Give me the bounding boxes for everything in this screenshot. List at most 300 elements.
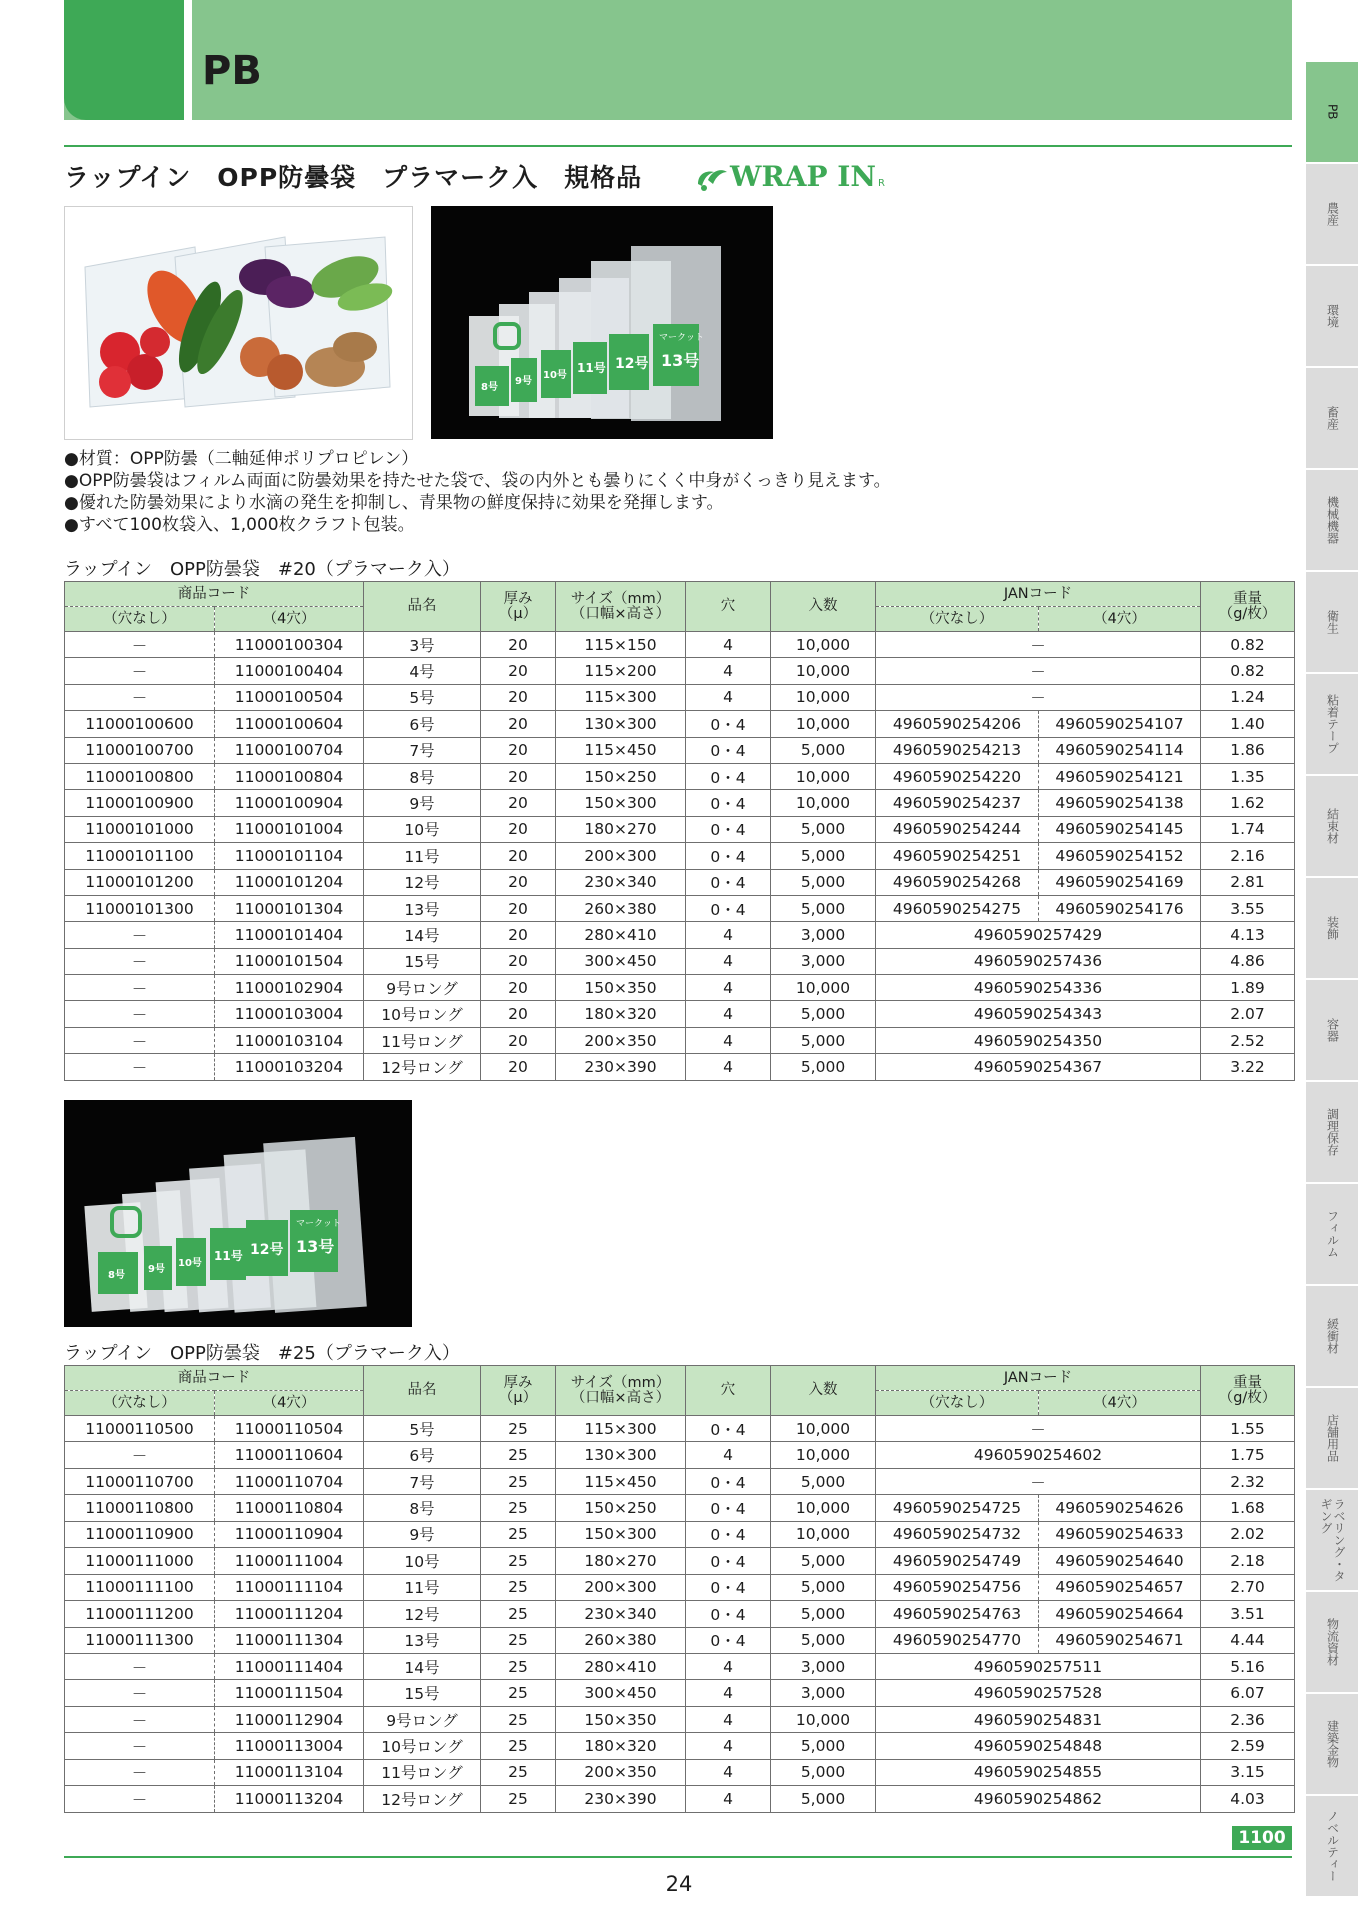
header-weight: 重量 （g/枚） — [1201, 1366, 1295, 1416]
header-name: 品名 — [364, 1366, 481, 1416]
table-row — [65, 1706, 1295, 1732]
cell-name: 4号 — [364, 658, 481, 684]
cell-name: 6号 — [364, 1442, 481, 1468]
cell-code-none: － — [65, 1442, 215, 1468]
header-size: サイズ（mm） （口幅×高さ） — [556, 582, 686, 632]
cell-weight: 2.70 — [1201, 1574, 1295, 1600]
cell-jan-four: 4960590254169 — [1039, 869, 1201, 895]
cell-size: 230×390 — [556, 1786, 686, 1812]
side-tab[interactable] — [1306, 1082, 1358, 1184]
bag-brand-label-2: マークット — [296, 1219, 342, 1229]
cell-qty: 5,000 — [771, 843, 876, 869]
cell-thickness: 25 — [481, 1442, 556, 1468]
side-tab[interactable] — [1306, 572, 1358, 674]
cell-size: 130×300 — [556, 711, 686, 737]
cell-size: 200×350 — [556, 1027, 686, 1053]
cell-code-none: 11000100700 — [65, 737, 215, 763]
table-row — [65, 632, 1295, 658]
cell-code-none: － — [65, 1027, 215, 1053]
cell-hole: 0・4 — [686, 763, 771, 789]
cell-code-four: 11000110804 — [215, 1495, 364, 1521]
cell-size: 180×320 — [556, 1733, 686, 1759]
cell-name: 7号 — [364, 737, 481, 763]
table-row — [65, 1627, 1295, 1653]
cell-size: 150×250 — [556, 763, 686, 789]
cell-name: 12号 — [364, 1601, 481, 1627]
table-row — [65, 895, 1295, 921]
cell-code-four: 11000103104 — [215, 1027, 364, 1053]
table-row — [65, 790, 1295, 816]
cell-qty: 10,000 — [771, 1706, 876, 1732]
cell-hole: 4 — [686, 684, 771, 710]
cell-weight: 2.16 — [1201, 843, 1295, 869]
cell-qty: 3,000 — [771, 948, 876, 974]
cell-jan-none: 4960590254763 — [876, 1601, 1039, 1627]
cell-weight: 2.59 — [1201, 1733, 1295, 1759]
cell-jan-four: 4960590254657 — [1039, 1574, 1201, 1600]
cell-code-none: 11000111000 — [65, 1548, 215, 1574]
cell-code-four: 11000101304 — [215, 895, 364, 921]
cell-size: 115×450 — [556, 1468, 686, 1494]
side-tab[interactable] — [1306, 1694, 1358, 1796]
cell-jan: － — [876, 1468, 1201, 1494]
cell-code-four: 11000111104 — [215, 1574, 364, 1600]
bag2-label-9: 9号 — [148, 1264, 165, 1275]
product-title: ラップイン OPP防曇袋 プラマーク入 規格品 — [64, 163, 643, 192]
cell-code-four: 11000100404 — [215, 658, 364, 684]
leaf-icon — [694, 160, 730, 192]
side-tab[interactable] — [1306, 980, 1358, 1082]
spec-table-20 — [64, 581, 1295, 1081]
cell-code-none: 11000100900 — [65, 790, 215, 816]
cell-name: 9号 — [364, 1521, 481, 1547]
cell-jan-four: 4960590254145 — [1039, 816, 1201, 842]
cell-hole: 4 — [686, 1680, 771, 1706]
feature-list — [64, 448, 891, 536]
table-row — [65, 975, 1295, 1001]
cell-code-four: 11000113204 — [215, 1786, 364, 1812]
cell-name: 5号 — [364, 1416, 481, 1442]
cell-qty: 5,000 — [771, 1054, 876, 1080]
cell-weight: 4.86 — [1201, 948, 1295, 974]
cell-size: 200×350 — [556, 1759, 686, 1785]
side-tab[interactable] — [1306, 776, 1358, 878]
side-tab[interactable] — [1306, 1184, 1358, 1286]
cell-hole: 4 — [686, 632, 771, 658]
cell-code-four: 11000111504 — [215, 1680, 364, 1706]
footer-rule — [64, 1856, 1292, 1858]
cell-jan-none: 4960590254251 — [876, 843, 1039, 869]
cell-thickness: 20 — [481, 632, 556, 658]
cell-jan-four: 4960590254176 — [1039, 895, 1201, 921]
cell-thickness: 20 — [481, 684, 556, 710]
feature-packing: ●すべて100枚袋入、1,000枚クラフト包装。 — [64, 515, 415, 535]
cell-name: 12号ロング — [364, 1786, 481, 1812]
side-tab-label: 衛生 — [1325, 610, 1340, 634]
cell-jan: 4960590254343 — [876, 1001, 1201, 1027]
cell-code-four: 11000103204 — [215, 1054, 364, 1080]
cell-weight: 4.13 — [1201, 922, 1295, 948]
cell-qty: 10,000 — [771, 1521, 876, 1547]
cell-jan-four: 4960590254107 — [1039, 711, 1201, 737]
cell-thickness: 25 — [481, 1786, 556, 1812]
cell-qty: 10,000 — [771, 684, 876, 710]
cell-jan-none: 4960590254275 — [876, 895, 1039, 921]
cell-weight: 6.07 — [1201, 1680, 1295, 1706]
cell-jan-none: 4960590254770 — [876, 1627, 1039, 1653]
bag2-label-11: 11号 — [214, 1249, 243, 1263]
table-row — [65, 711, 1295, 737]
cell-hole: 0・4 — [686, 869, 771, 895]
table-row — [65, 1601, 1295, 1627]
cell-code-four: 11000112904 — [215, 1706, 364, 1732]
table-row — [65, 1001, 1295, 1027]
cell-weight: 2.07 — [1201, 1001, 1295, 1027]
cell-size: 200×300 — [556, 843, 686, 869]
side-tab[interactable] — [1306, 470, 1358, 572]
cell-jan: 4960590257429 — [876, 922, 1201, 948]
cell-hole: 4 — [686, 1653, 771, 1679]
cell-jan: 4960590257528 — [876, 1680, 1201, 1706]
cell-code-four: 11000101004 — [215, 816, 364, 842]
cell-thickness: 25 — [481, 1601, 556, 1627]
cell-weight: 1.35 — [1201, 763, 1295, 789]
cell-name: 15号 — [364, 1680, 481, 1706]
header-rule — [64, 145, 1292, 147]
cell-name: 10号ロング — [364, 1733, 481, 1759]
cell-name: 11号 — [364, 843, 481, 869]
cell-name: 12号 — [364, 869, 481, 895]
brand-logo — [694, 158, 885, 194]
cell-size: 200×300 — [556, 1574, 686, 1600]
cell-name: 8号 — [364, 1495, 481, 1521]
cell-size: 180×270 — [556, 1548, 686, 1574]
cell-thickness: 25 — [481, 1521, 556, 1547]
cell-qty: 10,000 — [771, 711, 876, 737]
side-tab-label: 緩衝材 — [1325, 1318, 1340, 1354]
cell-qty: 3,000 — [771, 1653, 876, 1679]
cell-code-none: 11000110700 — [65, 1468, 215, 1494]
cell-code-four: 11000111404 — [215, 1653, 364, 1679]
side-tab[interactable] — [1306, 368, 1358, 470]
bag-label-12: 12号 — [615, 356, 649, 372]
header-weight: 重量 （g/枚） — [1201, 582, 1295, 632]
header-jan-four: （4穴） — [1039, 1391, 1201, 1416]
cell-weight: 1.62 — [1201, 790, 1295, 816]
table-row — [65, 1468, 1295, 1494]
header-thickness: 厚み （μ） — [481, 1366, 556, 1416]
table-row — [65, 843, 1295, 869]
cell-thickness: 25 — [481, 1416, 556, 1442]
cell-code-four: 11000101404 — [215, 922, 364, 948]
cell-size: 115×300 — [556, 684, 686, 710]
cell-hole: 0・4 — [686, 1601, 771, 1627]
side-tab-label: ラベリング・タギング — [1319, 1498, 1346, 1582]
cell-name: 11号ロング — [364, 1759, 481, 1785]
cell-jan-none: 4960590254732 — [876, 1521, 1039, 1547]
cell-qty: 5,000 — [771, 737, 876, 763]
cell-size: 300×450 — [556, 948, 686, 974]
cell-jan-none: 4960590254268 — [876, 869, 1039, 895]
table2-title: ラップイン OPP防曇袋 #25（プラマーク入） — [64, 1343, 460, 1364]
bag2-label-13: 13号 — [296, 1237, 335, 1256]
cell-name: 5号 — [364, 684, 481, 710]
cell-jan-none: 4960590254749 — [876, 1548, 1039, 1574]
cell-code-four: 11000111004 — [215, 1548, 364, 1574]
cell-hole: 4 — [686, 658, 771, 684]
side-tab-label: ノベルティー — [1325, 1810, 1340, 1882]
cell-code-none: － — [65, 1653, 215, 1679]
cell-hole: 0・4 — [686, 711, 771, 737]
cell-jan-none: 4960590254244 — [876, 816, 1039, 842]
cell-code-none: 11000111200 — [65, 1601, 215, 1627]
cell-code-none: － — [65, 922, 215, 948]
cell-thickness: 25 — [481, 1548, 556, 1574]
cell-hole: 0・4 — [686, 1574, 771, 1600]
cell-name: 10号 — [364, 816, 481, 842]
cell-thickness: 20 — [481, 737, 556, 763]
cell-hole: 4 — [686, 1442, 771, 1468]
cell-thickness: 20 — [481, 816, 556, 842]
cell-code-none: － — [65, 1759, 215, 1785]
side-tab-label: 農産 — [1325, 202, 1340, 226]
cell-size: 130×300 — [556, 1442, 686, 1468]
cell-code-four: 11000101504 — [215, 948, 364, 974]
cell-hole: 0・4 — [686, 1495, 771, 1521]
table-row — [65, 684, 1295, 710]
header-jan: JANコード — [876, 1366, 1201, 1391]
side-tab[interactable] — [1306, 62, 1358, 164]
cell-hole: 4 — [686, 1786, 771, 1812]
cell-code-none: － — [65, 1001, 215, 1027]
cell-thickness: 25 — [481, 1733, 556, 1759]
cell-weight: 4.44 — [1201, 1627, 1295, 1653]
cell-code-none: － — [65, 975, 215, 1001]
cell-thickness: 20 — [481, 658, 556, 684]
table-row — [65, 1733, 1295, 1759]
cell-qty: 10,000 — [771, 975, 876, 1001]
cell-code-none: 11000110800 — [65, 1495, 215, 1521]
cell-jan: 4960590254602 — [876, 1442, 1201, 1468]
cell-qty: 5,000 — [771, 1548, 876, 1574]
cell-weight: 1.74 — [1201, 816, 1295, 842]
cell-code-none: 11000110900 — [65, 1521, 215, 1547]
header-qty: 入数 — [771, 582, 876, 632]
feature-freshness: ●優れた防曇効果により水滴の発生を抑制し、青果物の鮮度保持に効果を発揮します。 — [64, 493, 724, 513]
header-name: 品名 — [364, 582, 481, 632]
header-tab — [64, 0, 184, 120]
cell-code-none: － — [65, 1786, 215, 1812]
table-row — [65, 763, 1295, 789]
cell-qty: 10,000 — [771, 632, 876, 658]
cell-jan-four: 4960590254626 — [1039, 1495, 1201, 1521]
cell-qty: 3,000 — [771, 1680, 876, 1706]
cell-code-four: 11000100704 — [215, 737, 364, 763]
cell-qty: 5,000 — [771, 1468, 876, 1494]
cell-thickness: 25 — [481, 1574, 556, 1600]
table-row — [65, 1574, 1295, 1600]
cell-qty: 5,000 — [771, 1759, 876, 1785]
cell-weight: 1.40 — [1201, 711, 1295, 737]
side-tab-label: 調理保存 — [1325, 1108, 1340, 1156]
cell-weight: 1.55 — [1201, 1416, 1295, 1442]
table-row — [65, 1548, 1295, 1574]
cell-jan-four: 4960590254152 — [1039, 843, 1201, 869]
header-product-code: 商品コード — [65, 1366, 364, 1391]
cell-jan: 4960590254367 — [876, 1054, 1201, 1080]
cell-code-four: 11000101104 — [215, 843, 364, 869]
cell-code-four: 11000113104 — [215, 1759, 364, 1785]
cell-size: 150×300 — [556, 1521, 686, 1547]
cell-code-none: 11000111100 — [65, 1574, 215, 1600]
cell-thickness: 20 — [481, 1001, 556, 1027]
header-jan-four: （4穴） — [1039, 607, 1201, 632]
cell-code-four: 11000110604 — [215, 1442, 364, 1468]
cell-jan: 4960590254350 — [876, 1027, 1201, 1053]
cell-name: 10号 — [364, 1548, 481, 1574]
side-tab-label: フィルム — [1325, 1210, 1340, 1258]
cell-size: 150×300 — [556, 790, 686, 816]
cell-name: 13号 — [364, 895, 481, 921]
cell-hole: 4 — [686, 1001, 771, 1027]
cell-code-none: 11000100600 — [65, 711, 215, 737]
bag2-label-12: 12号 — [250, 1242, 284, 1258]
cell-jan: － — [876, 684, 1201, 710]
cell-hole: 4 — [686, 1054, 771, 1080]
cell-thickness: 25 — [481, 1706, 556, 1732]
cell-hole: 4 — [686, 1027, 771, 1053]
cell-jan-four: 4960590254640 — [1039, 1548, 1201, 1574]
cell-code-four: 11000110504 — [215, 1416, 364, 1442]
cell-code-four: 11000111204 — [215, 1601, 364, 1627]
cell-jan: 4960590257436 — [876, 948, 1201, 974]
page-number: 24 — [665, 1872, 693, 1896]
cell-hole: 4 — [686, 975, 771, 1001]
bag2-label-10: 10号 — [178, 1258, 202, 1269]
cell-weight: 1.68 — [1201, 1495, 1295, 1521]
side-tab-label: 機械機器 — [1325, 496, 1340, 544]
cell-thickness: 25 — [481, 1468, 556, 1494]
cell-qty: 5,000 — [771, 816, 876, 842]
bag-brand-label: マークット — [659, 333, 705, 343]
cell-weight: 1.86 — [1201, 737, 1295, 763]
table-row — [65, 1027, 1295, 1053]
cell-size: 230×390 — [556, 1054, 686, 1080]
cell-code-none: 11000101300 — [65, 895, 215, 921]
cell-name: 10号ロング — [364, 1001, 481, 1027]
cell-hole: 0・4 — [686, 843, 771, 869]
cell-jan: 4960590254862 — [876, 1786, 1201, 1812]
cell-jan: 4960590254848 — [876, 1733, 1201, 1759]
side-tab[interactable] — [1306, 1286, 1358, 1388]
cell-name: 11号ロング — [364, 1027, 481, 1053]
table-row — [65, 1521, 1295, 1547]
cell-name: 11号 — [364, 1574, 481, 1600]
table-row — [65, 922, 1295, 948]
cell-name: 8号 — [364, 763, 481, 789]
cell-thickness: 20 — [481, 1027, 556, 1053]
cell-hole: 4 — [686, 948, 771, 974]
side-tab[interactable] — [1306, 1490, 1358, 1592]
product-photo-vegetables — [64, 206, 413, 440]
header-code-none: （穴なし） — [65, 607, 215, 632]
cell-hole: 4 — [686, 922, 771, 948]
cell-size: 230×340 — [556, 1601, 686, 1627]
cell-qty: 10,000 — [771, 1416, 876, 1442]
cell-thickness: 20 — [481, 895, 556, 921]
cell-jan-none: 4960590254220 — [876, 763, 1039, 789]
cell-weight: 1.89 — [1201, 975, 1295, 1001]
cell-qty: 3,000 — [771, 922, 876, 948]
cell-jan: 4960590254831 — [876, 1706, 1201, 1732]
cell-jan: 4960590257511 — [876, 1653, 1201, 1679]
cell-name: 3号 — [364, 632, 481, 658]
cell-jan-four: 4960590254633 — [1039, 1521, 1201, 1547]
cell-code-none: － — [65, 948, 215, 974]
cell-qty: 5,000 — [771, 1027, 876, 1053]
cell-thickness: 20 — [481, 843, 556, 869]
side-tab[interactable] — [1306, 1592, 1358, 1694]
side-tab[interactable] — [1306, 266, 1358, 368]
cell-size: 115×200 — [556, 658, 686, 684]
cell-qty: 10,000 — [771, 1442, 876, 1468]
cell-thickness: 20 — [481, 869, 556, 895]
cell-weight: 3.15 — [1201, 1759, 1295, 1785]
cell-thickness: 25 — [481, 1759, 556, 1785]
cell-hole: 4 — [686, 1759, 771, 1785]
table-row — [65, 1054, 1295, 1080]
cell-thickness: 25 — [481, 1680, 556, 1706]
cell-code-four: 11000111304 — [215, 1627, 364, 1653]
side-tab[interactable] — [1306, 164, 1358, 266]
cell-weight: 4.03 — [1201, 1786, 1295, 1812]
cell-code-none: － — [65, 684, 215, 710]
cell-hole: 0・4 — [686, 1548, 771, 1574]
cell-weight: 2.52 — [1201, 1027, 1295, 1053]
cell-weight: 1.24 — [1201, 684, 1295, 710]
brand-name: WRAP IN — [730, 159, 876, 193]
cell-code-none: － — [65, 658, 215, 684]
cell-thickness: 20 — [481, 1054, 556, 1080]
cell-qty: 5,000 — [771, 1786, 876, 1812]
table-row — [65, 869, 1295, 895]
cell-code-four: 11000102904 — [215, 975, 364, 1001]
side-tab[interactable] — [1306, 878, 1358, 980]
cell-jan-none: 4960590254756 — [876, 1574, 1039, 1600]
cell-qty: 10,000 — [771, 658, 876, 684]
cell-name: 7号 — [364, 1468, 481, 1494]
cell-qty: 5,000 — [771, 1733, 876, 1759]
product-photo-bags-25 — [64, 1100, 412, 1327]
side-tab[interactable] — [1306, 674, 1358, 776]
cell-weight: 3.22 — [1201, 1054, 1295, 1080]
cell-code-none: － — [65, 1680, 215, 1706]
cell-qty: 5,000 — [771, 1627, 876, 1653]
side-tab-label: 粘着テープ — [1325, 694, 1340, 754]
cell-hole: 0・4 — [686, 816, 771, 842]
header-jan-none: （穴なし） — [876, 1391, 1039, 1416]
bag-label-8: 8号 — [481, 382, 498, 393]
cell-jan-four: 4960590254138 — [1039, 790, 1201, 816]
cell-name: 14号 — [364, 922, 481, 948]
table-row — [65, 1759, 1295, 1785]
cell-name: 9号 — [364, 790, 481, 816]
cell-qty: 5,000 — [771, 869, 876, 895]
cell-name: 9号ロング — [364, 1706, 481, 1732]
cell-code-none: 11000101200 — [65, 869, 215, 895]
cell-size: 180×320 — [556, 1001, 686, 1027]
side-tab[interactable] — [1306, 1388, 1358, 1490]
